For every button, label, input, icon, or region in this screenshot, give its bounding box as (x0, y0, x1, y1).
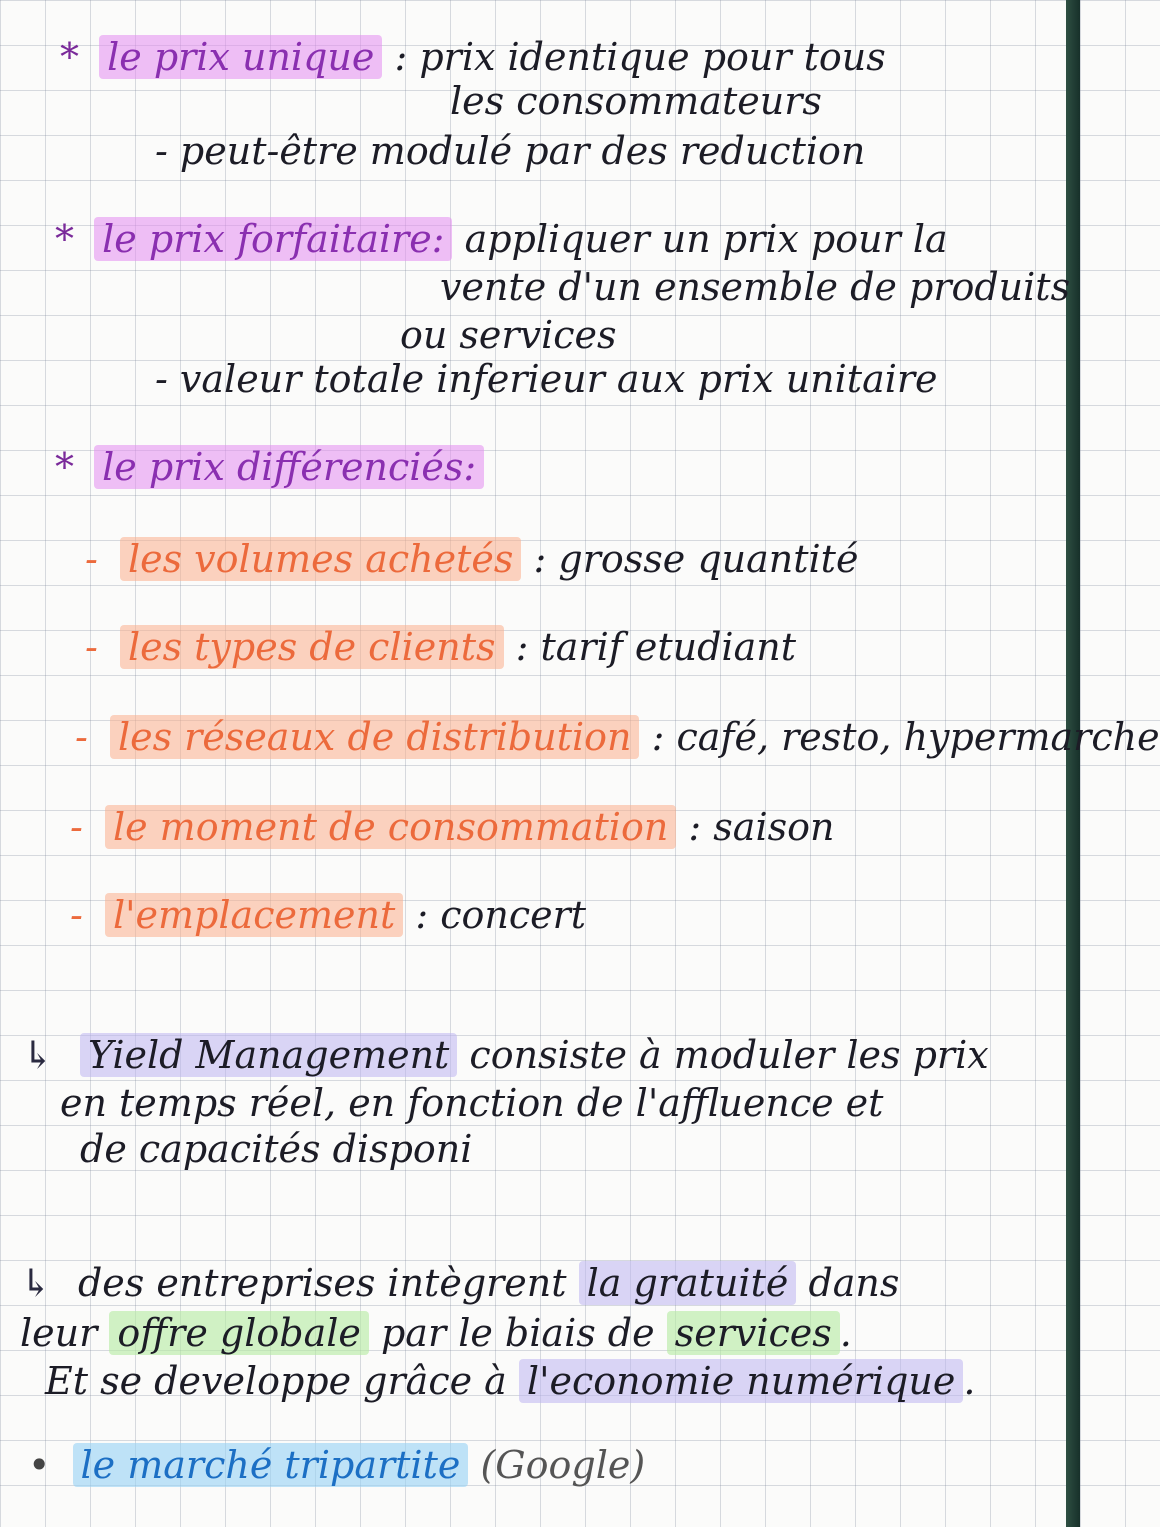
yield-management-term: Yield Management (80, 1033, 457, 1077)
yield-management-definition-end: de capacités disponi (80, 1127, 473, 1171)
list-item-label: les réseaux de distribution (110, 715, 640, 759)
list-item-label: l'emplacement (105, 893, 403, 937)
gratuite-text: des entreprises intègrent (77, 1261, 567, 1305)
bullet-marker: • (28, 1443, 51, 1487)
prix-differencies-heading (55, 444, 484, 490)
gratuite-paragraph-line2 (20, 1310, 852, 1356)
gratuite-text: . (839, 1311, 852, 1355)
list-item-value: : café, resto, hypermarche (651, 715, 1160, 759)
gratuite-text: dans (808, 1261, 900, 1305)
prix-unique-term: le prix unique (99, 35, 382, 79)
yield-management-definition: consiste à moduler les prix (469, 1033, 989, 1077)
gratuite-paragraph-line3 (45, 1358, 975, 1404)
marche-tripartite-note: (Google) (480, 1443, 646, 1487)
gratuite-text: Et se developpe grâce à (45, 1359, 507, 1403)
prix-forfaitaire-definition-end: ou services (400, 313, 617, 357)
dash-marker: - (85, 625, 98, 669)
arrow-icon: ↳ (22, 1033, 54, 1077)
dash-marker: - (70, 893, 83, 937)
marche-tripartite-term: le marché tripartite (73, 1443, 469, 1487)
prix-unique-definition-cont: les consommateurs (450, 79, 822, 123)
list-item-value: : tarif etudiant (515, 625, 796, 669)
services-term: services (667, 1311, 840, 1355)
list-item (70, 804, 834, 850)
gratuite-text: . (963, 1359, 976, 1403)
yield-management-definition-cont: en temps réel, en fonction de l'affluence et (60, 1081, 884, 1125)
list-item-value: : saison (688, 805, 835, 849)
prix-unique-definition: : prix identique pour tous (394, 35, 886, 79)
economie-numerique-term: l'economie numérique (519, 1359, 963, 1403)
arrow-icon: ↳ (20, 1261, 52, 1305)
prix-forfaitaire-definition: appliquer un prix pour la (464, 217, 948, 261)
list-item (75, 714, 1160, 760)
prix-forfaitaire-term: le prix forfaitaire: (94, 217, 452, 261)
notebook-edge (1066, 0, 1080, 1527)
gratuite-paragraph-line1 (20, 1260, 899, 1306)
prix-differencies-term: le prix différenciés: (94, 445, 484, 489)
list-item-label: les volumes achetés (120, 537, 521, 581)
marche-tripartite-line (28, 1442, 645, 1488)
yield-management-heading (22, 1032, 989, 1078)
gratuite-term: la gratuité (579, 1261, 797, 1305)
prix-forfaitaire-subpoint: - valeur totale inferieur aux prix unitaire (155, 357, 938, 401)
star-icon: * (55, 445, 74, 489)
prix-forfaitaire-definition-cont: vente d'un ensemble de produits (440, 265, 1071, 309)
dash-marker: - (85, 537, 98, 581)
gratuite-text: par le biais de (380, 1311, 655, 1355)
gratuite-text: leur (20, 1311, 98, 1355)
list-item-label: le moment de consommation (105, 805, 676, 849)
list-item-value: : concert (415, 893, 587, 937)
prix-forfaitaire-heading (55, 216, 948, 262)
star-icon: * (60, 35, 79, 79)
offre-globale-term: offre globale (109, 1311, 369, 1355)
dash-marker: - (70, 805, 83, 849)
list-item (85, 536, 858, 582)
prix-unique-subpoint: - peut-être modulé par des reduction (155, 129, 866, 173)
list-item (70, 892, 586, 938)
list-item-value: : grosse quantité (533, 537, 859, 581)
dash-marker: - (75, 715, 88, 759)
list-item-label: les types de clients (120, 625, 504, 669)
prix-unique-heading (60, 34, 886, 80)
star-icon: * (55, 217, 74, 261)
list-item (85, 624, 796, 670)
